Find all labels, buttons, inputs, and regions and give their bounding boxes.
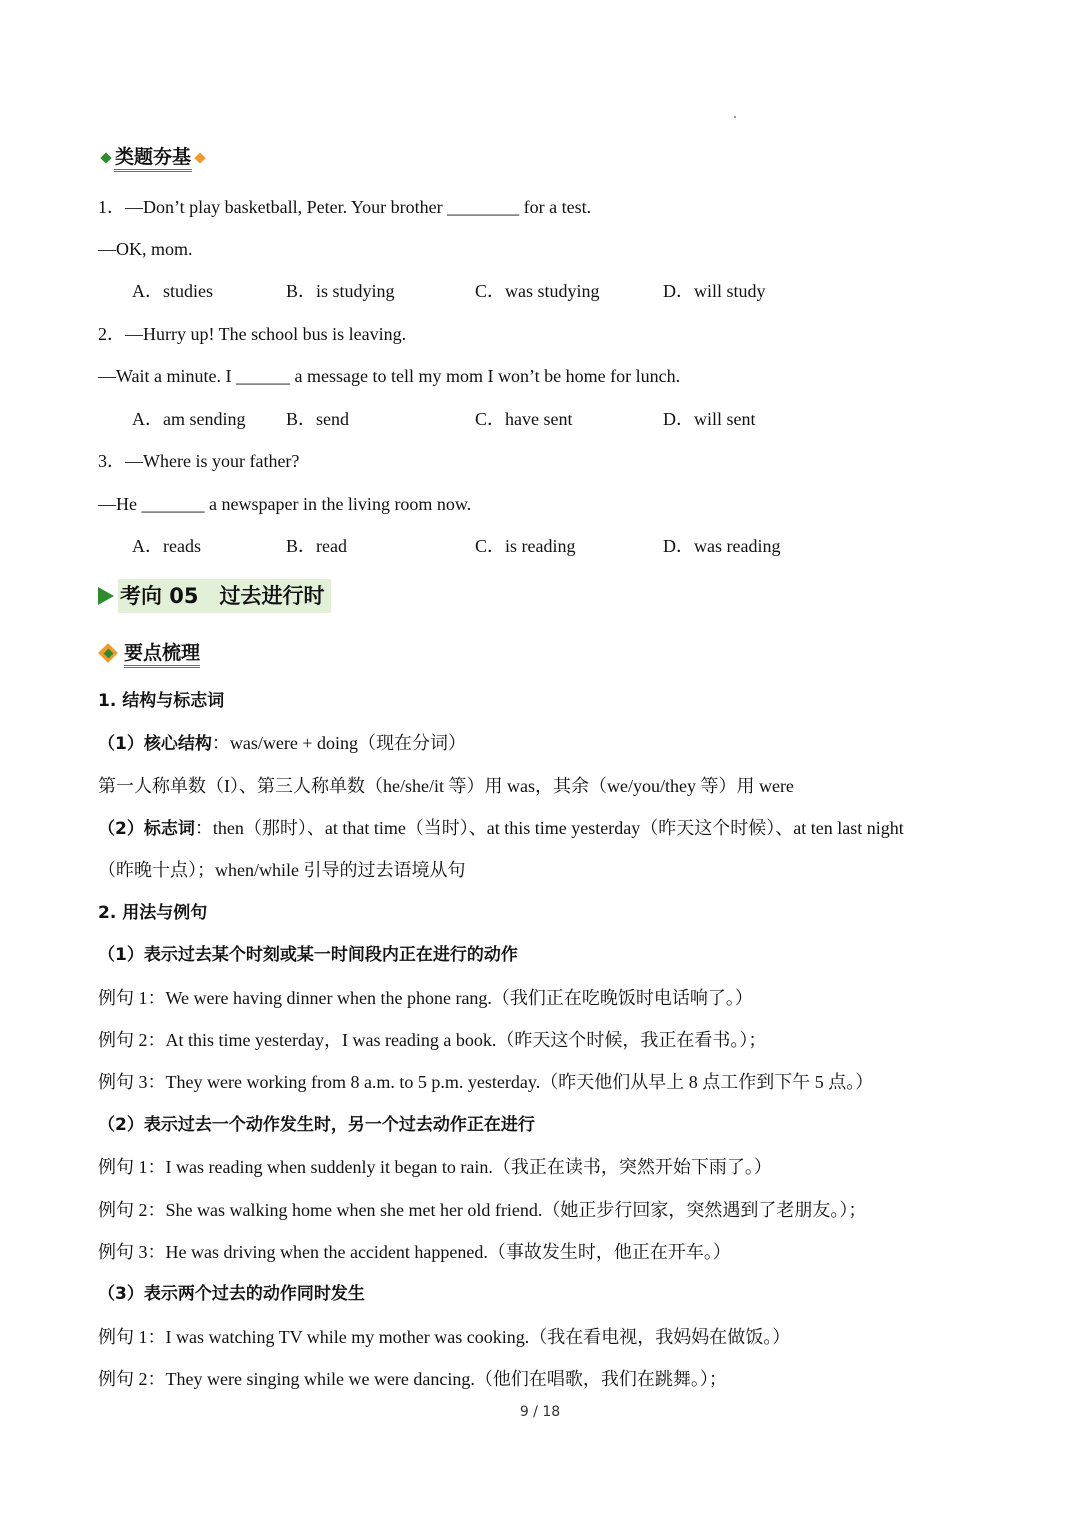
question-1-line1: 1．—Don’t play basketball, Peter. Your brother ________ for a test. [98,197,592,217]
stray-dot [734,116,736,118]
question-1-option-d: D．will study [663,281,766,301]
core-structure-line [98,731,466,756]
question-3-option-c: C．is reading [475,536,576,556]
section-heading [98,143,208,173]
question-2-line1: 2．—Hurry up! The school bus is leaving. [98,324,407,344]
usage-2-example-2: 例句 2：She was walking home when she met her old friend.（她正步行回家，突然遇到了老朋友。）； [98,1200,867,1220]
usage-2-example-3: 例句 3：He was driving when the accident happened.（事故发生时，他正在开车。） [98,1242,731,1262]
question-3-line2: —He _______ a newspaper in the living room now. [98,494,472,514]
key-points-title: 要点梳理 [124,641,200,668]
usage-3-example-2: 例句 2：They were singing while we were dancing.（他们在唱歌，我们在跳舞。）； [98,1369,727,1389]
signal-words-text: ：then（那时）、at that time（当时）、at this time yesterday（昨天这个时候）、at ten last night [194,818,904,838]
page-number: 9 / 18 [519,1404,561,1420]
topic-heading [98,578,331,614]
question-1-option-c: C．was studying [475,281,600,301]
question-2-option-c: C．have sent [475,409,573,429]
orange-diamond-icon [194,152,205,163]
structure-heading: 1. 结构与标志词 [98,691,225,711]
question-3-line1: 3．—Where is your father? [98,451,300,471]
question-1-option-a: A．studies [132,281,213,301]
question-1-line2: —OK, mom. [98,239,193,259]
topic-title: 考向 05 过去进行时 [118,579,331,613]
diamond-badge-icon [98,643,120,665]
question-3-option-b: B．read [286,536,347,556]
play-arrow-icon [98,587,114,605]
signal-words-line [98,816,904,841]
question-3-option-d: D．was reading [663,536,781,556]
question-1-option-b: B．is studying [286,281,395,301]
usage-3-example-1: 例句 1：I was watching TV while my mother was cooking.（我在看电视，我妈妈在做饭。） [98,1327,791,1347]
signal-words-line2: （昨晚十点）；when/while 引导的过去语境从句 [98,860,466,880]
key-points-heading [98,637,200,671]
usage-1-title: （1）表示过去某个时刻或某一时间段内正在进行的动作 [98,945,518,965]
question-3-option-a: A．reads [132,536,201,556]
usage-heading: 2. 用法与例句 [98,903,208,923]
question-2-option-d: D．will sent [663,409,756,429]
core-structure-label: （1）核心结构 [98,734,212,754]
usage-2-title: （2）表示过去一个动作发生时，另一个过去动作正在进行 [98,1115,535,1135]
section-title: 类题夯基 [114,145,192,172]
signal-words-label: （2）标志词 [98,819,195,839]
usage-2-example-1: 例句 1：I was reading when suddenly it began to rain.（我正在读书，突然开始下雨了。） [98,1157,772,1177]
question-2-option-b: B．send [286,409,349,429]
question-2-line2: —Wait a minute. I ______ a message to tell my mom I won’t be home for lunch. [98,366,681,386]
usage-1-example-1: 例句 1：We were having dinner when the phone rang.（我们正在吃晚饭时电话响了。） [98,988,753,1008]
core-structure-text: ：was/were + doing（现在分词） [211,733,466,753]
usage-3-title: （3）表示两个过去的动作同时发生 [98,1284,365,1304]
usage-1-example-2: 例句 2：At this time yesterday，I was reading a book.（昨天这个时候，我正在看书。）； [98,1030,767,1050]
usage-1-example-3: 例句 3：They were working from 8 a.m. to 5 p.m. yesterday.（昨天他们从早上 8 点工作到下午 5 点。） [98,1072,874,1092]
question-2-option-a: A．am sending [132,409,246,429]
green-diamond-icon [100,152,111,163]
subject-rule: 第一人称单数（I）、第三人称单数（he/she/it 等）用 was，其余（we/you/they 等）用 were [98,776,794,796]
